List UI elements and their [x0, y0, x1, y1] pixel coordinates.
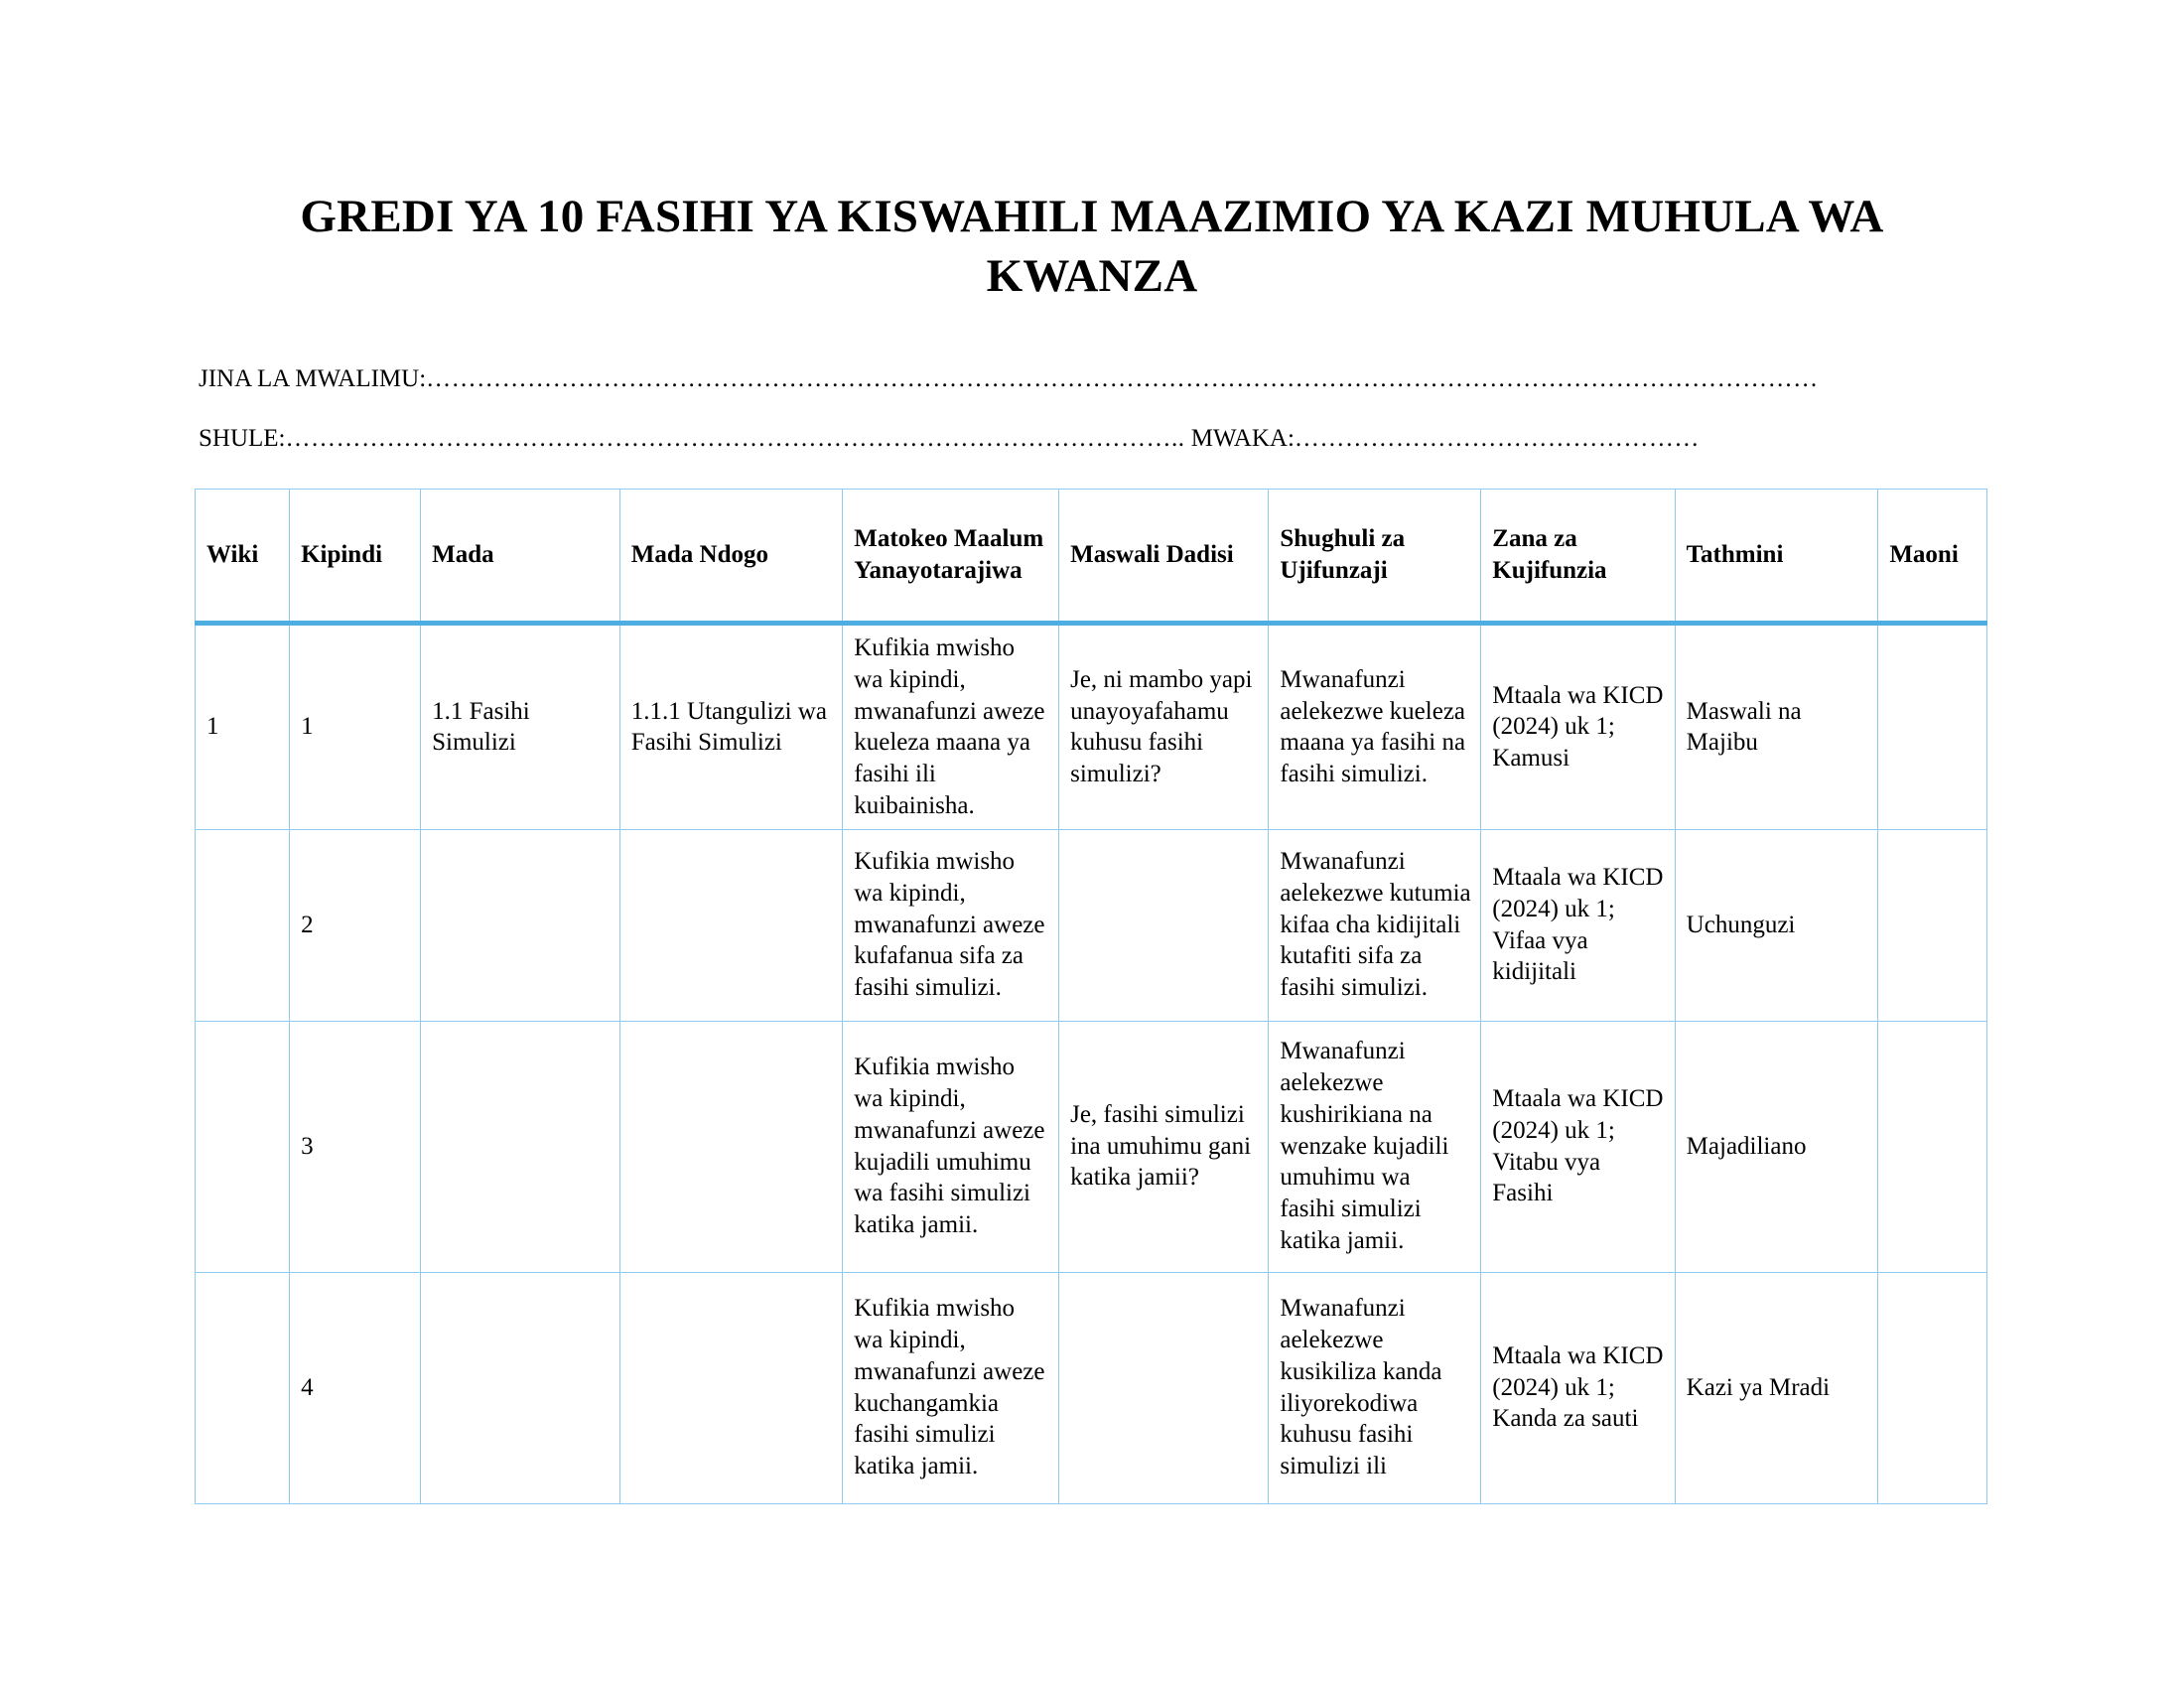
cell-matokeo-maalum: Kufikia mwisho wa kipindi, mwanafunzi aweze kueleza maana ya fasihi ili kuibainisha.: [843, 624, 1059, 830]
cell-kipindi: 3: [290, 1021, 421, 1272]
cell-shughuli: Mwanafunzi aelekezwe kushirikiana na wenzake kujadili umuhimu wa fasihi simulizi katika jamii.: [1269, 1021, 1481, 1272]
column-header-matokeo-maalum: Matokeo Maalum Yanayotarajiwa: [843, 490, 1059, 624]
column-header-kipindi: Kipindi: [290, 490, 421, 624]
column-header-maswali-dadisi: Maswali Dadisi: [1059, 490, 1269, 624]
cell-zana: Mtaala wa KICD (2024) uk 1; Vifaa vya kidijitali: [1481, 829, 1675, 1021]
cell-maoni[interactable]: [1878, 829, 1987, 1021]
cell-kipindi: 1: [290, 624, 421, 830]
cell-mada: [421, 1272, 620, 1503]
year-dotted-blank[interactable]: …………………………………………: [1294, 425, 1700, 452]
cell-tathmini: Kazi ya Mradi: [1675, 1272, 1878, 1503]
cell-mada: [421, 1021, 620, 1272]
cell-kipindi: 2: [290, 829, 421, 1021]
table-row: [196, 1021, 1987, 1272]
page-title: GREDI YA 10 FASIHI YA KISWAHILI MAAZIMIO YA KAZI MUHULA WA KWANZA: [300, 191, 1884, 303]
cell-shughuli: Mwanafunzi aelekezwe kusikiliza kanda iliyorekodiwa kuhusu fasihi simulizi ili: [1269, 1272, 1481, 1503]
cell-kipindi: 4: [290, 1272, 421, 1503]
cell-matokeo-maalum: Kufikia mwisho wa kipindi, mwanafunzi aweze kujadili umuhimu wa fasihi simulizi katika jamii.: [843, 1021, 1059, 1272]
cell-wiki: [196, 829, 290, 1021]
cell-tathmini: Maswali na Majibu: [1675, 624, 1878, 830]
scheme-of-work-table: [195, 489, 1987, 1504]
table-row: [196, 829, 1987, 1021]
cell-maswali-dadisi: Je, fasihi simulizi ina umuhimu gani katika jamii?: [1059, 1021, 1269, 1272]
column-header-shughuli-za-ujifunzaji: Shughuli za Ujifunzaji: [1269, 490, 1481, 624]
cell-maswali-dadisi: [1059, 829, 1269, 1021]
cell-maoni[interactable]: [1878, 624, 1987, 830]
column-header-mada: Mada: [421, 490, 620, 624]
teacher-name-field-line: [199, 365, 1995, 393]
cell-mada: [421, 829, 620, 1021]
cell-mada-ndogo: [619, 1021, 842, 1272]
cell-mada-ndogo: 1.1.1 Utangulizi wa Fasihi Simulizi: [619, 624, 842, 830]
cell-wiki: 1: [196, 624, 290, 830]
cell-wiki: [196, 1021, 290, 1272]
cell-tathmini: Majadiliano: [1675, 1021, 1878, 1272]
cell-tathmini: Uchunguzi: [1675, 829, 1878, 1021]
cell-mada-ndogo: [619, 829, 842, 1021]
cell-maswali-dadisi: Je, ni mambo yapi unayoyafahamu kuhusu fasihi simulizi?: [1059, 624, 1269, 830]
column-header-mada-ndogo: Mada Ndogo: [619, 490, 842, 624]
column-header-zana-za-kujifunzia: Zana za Kujifunzia: [1481, 490, 1675, 624]
cell-matokeo-maalum: Kufikia mwisho wa kipindi, mwanafunzi aweze kufafanua sifa za fasihi simulizi.: [843, 829, 1059, 1021]
cell-wiki: [196, 1272, 290, 1503]
column-header-maoni: Maoni: [1878, 490, 1987, 624]
school-dotted-blank[interactable]: ……………………………………………………………………………………………..: [285, 425, 1185, 452]
cell-matokeo-maalum: Kufikia mwisho wa kipindi, mwanafunzi aweze kuchangamkia fasihi simulizi katika jamii.: [843, 1272, 1059, 1503]
table-row: [196, 1272, 1987, 1503]
table-row: [196, 624, 1987, 830]
cell-zana: Mtaala wa KICD (2024) uk 1; Kamusi: [1481, 624, 1675, 830]
school-year-field-line: [199, 425, 1995, 453]
cell-shughuli: Mwanafunzi aelekezwe kutumia kifaa cha kidijitali kutafiti sifa za fasihi simulizi.: [1269, 829, 1481, 1021]
column-header-wiki: Wiki: [196, 490, 290, 624]
cell-maoni[interactable]: [1878, 1272, 1987, 1503]
cell-maswali-dadisi: [1059, 1272, 1269, 1503]
cell-shughuli: Mwanafunzi aelekezwe kueleza maana ya fasihi na fasihi simulizi.: [1269, 624, 1481, 830]
column-header-tathmini: Tathmini: [1675, 490, 1878, 624]
cell-mada: 1.1 Fasihi Simulizi: [421, 624, 620, 830]
cell-mada-ndogo: [619, 1272, 842, 1503]
cell-zana: Mtaala wa KICD (2024) uk 1; Kanda za sauti: [1481, 1272, 1675, 1503]
year-label: MWAKA:: [1184, 425, 1295, 452]
cell-maoni[interactable]: [1878, 1021, 1987, 1272]
school-label: SHULE:: [199, 425, 286, 452]
teacher-name-dotted-blank[interactable]: …………………………………………………………………………………………………………………………………………………: [426, 365, 1819, 392]
table-header-row: [196, 490, 1987, 624]
teacher-name-label: JINA LA MWALIMU:: [199, 365, 427, 392]
cell-zana: Mtaala wa KICD (2024) uk 1; Vitabu vya Fasihi: [1481, 1021, 1675, 1272]
